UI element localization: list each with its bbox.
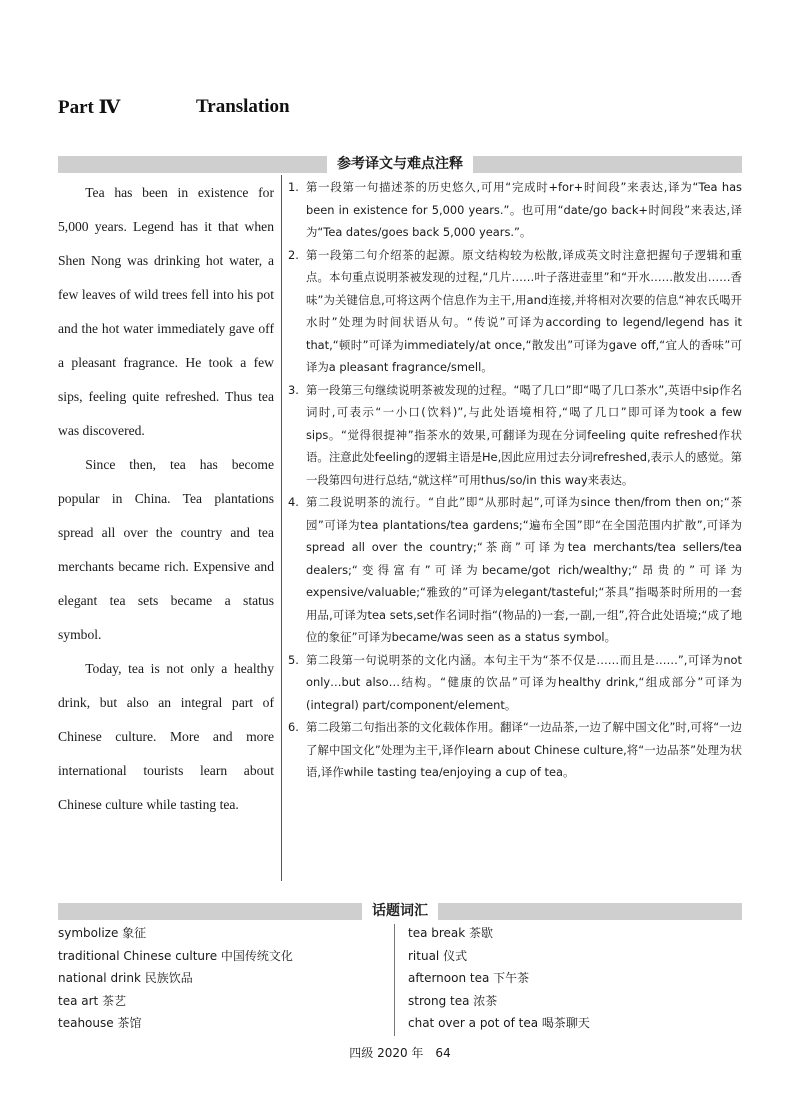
vocab-item: strong tea 浓茶 <box>408 993 498 1008</box>
vocab-list-left <box>58 922 378 1035</box>
page-footer: 四级 2020 年 64 <box>349 1046 451 1060</box>
note-number: 1. <box>288 180 299 194</box>
part-header <box>58 96 290 119</box>
note-number: 4. <box>288 495 299 509</box>
note-item <box>288 649 742 717</box>
note-text: 第二段第一句说明茶的文化内涵。本句主干为“茶不仅是……而且是……”,可译为not only…but also…结构。“健康的饮品”可译为healthy drink,“组成部分”可译为(integral) part/component/element。 <box>306 652 742 712</box>
note-text: 第一段第二句介绍茶的起源。原文结构较为松散,译成英文时注意把握句子逻辑和重点。本句重点说明茶被发现的过程,“几片……叶子落进壶里”和“开水……散发出……香味”为关键信息,可将这两个信息作为主干,用and连接,并将相对次要的信息“神农氏喝开水时”处理为时间状语从句。“传说”可译为according to legend/legend has it that,“顿时”可译为immediately/at once,“散发出”可译为gave off,“宜人的香味”可译为a pleasant fragrance/smell。 <box>306 247 742 374</box>
vocab-item: afternoon tea 下午茶 <box>408 971 530 985</box>
translation-paragraph-1: Tea has been in existence for 5,000 years. Legend has it that when Shen Nong was drinking hot water, a few leaves of wild trees fell into his pot and the hot water immediately gave off a pleasant fragrance. He took a few sips, feeling quite refreshed. Thus tea was discovered. <box>58 185 274 438</box>
note-item <box>288 491 742 649</box>
note-text: 第一段第一句描述茶的历史悠久,可用“完成时+for+时间段”来表达,译为“Tea has been in existence for 5,000 years.”。也可用“date/go back+时间段”来表达,译为“Tea dates/goes back 5,000 years.”。 <box>306 180 742 239</box>
vocab-item: tea break 茶歇 <box>408 926 494 940</box>
vocab-divider <box>394 924 395 1036</box>
note-number: 5. <box>288 652 299 667</box>
vocab-item: chat over a pot of tea 喝茶聊天 <box>408 1016 590 1030</box>
section-bar-topic-vocabulary <box>58 903 742 920</box>
vocab-item: symbolize 象征 <box>58 926 147 940</box>
note-item <box>288 379 742 492</box>
translation-notes-list <box>288 176 742 784</box>
translation-paragraph-3: Today, tea is not only a healthy drink, but also an integral part of Chinese culture. More and more international tourists learn about Chinese culture while tasting tea. <box>58 661 274 812</box>
note-item <box>288 716 742 784</box>
note-text: 第一段第三句继续说明茶被发现的过程。“喝了几口”即“喝了几口茶水”,英语中sip作名词时,可表示“一小口(饮料)”,与此处语境相符,“喝了几口”即可译为took a few sips。“觉得很提神”指茶水的效果,可翻译为现在分词feeling quite refreshed作状语。注意此处feeling的逻辑主语是He,因此应用过去分词refreshed,表示人的感觉。第一段第四句进行总结,“就这样”可用thus/so/in this way来表达。 <box>306 382 742 487</box>
vocab-item: ritual 仪式 <box>408 948 468 963</box>
section-bar-translation-notes <box>58 156 742 173</box>
section-title-topic-vocabulary: 话题词汇 <box>362 901 438 921</box>
note-number: 6. <box>288 720 299 734</box>
vocab-item: traditional Chinese culture 中国传统文化 <box>58 948 293 963</box>
note-item <box>288 176 742 244</box>
part-number: Part Ⅳ <box>58 97 121 118</box>
note-number: 2. <box>288 247 299 262</box>
note-number: 3. <box>288 382 299 397</box>
section-title-translation-notes: 参考译文与难点注释 <box>327 154 473 174</box>
note-item <box>288 244 742 379</box>
note-text: 第二段说明茶的流行。“自此”即“从那时起”,可译为since then/from then on;“茶园”可译为tea plantations/tea gardens;“遍布全国”即“在全国范围内扩散”,可译为spread all over the country;“茶商”可译为tea merchants/tea sellers/tea dealers;“变得富有”可译为became/got rich/wealthy;“昂贵的”可译为expensive/valuable;“雅致的”可译为elegant/tasteful;“茶具”指喝茶时所用的一套用品,可译为tea sets,set作名词时指“(物品的)一套,一副,一组”,符合此处语境;“成了地位的象征”可译为became/was seen as a status symbol。 <box>306 495 742 644</box>
translation-paragraph-2: Since then, tea has become popular in China. Tea plantations spread all over the country and tea merchants became rich. Expensive and elegant tea sets became a status symbol. <box>58 457 274 642</box>
column-divider <box>281 175 282 881</box>
vocab-item: teahouse 茶馆 <box>58 1016 142 1030</box>
reference-translation <box>58 176 274 822</box>
note-text: 第二段第二句指出茶的文化载体作用。翻译“一边品茶,一边了解中国文化”时,可将“一边了解中国文化”处理为主干,译作learn about Chinese culture,将“一边品茶”处理为状语,译作while tasting tea/enjoying a cup of tea。 <box>306 720 742 779</box>
vocab-item: national drink 民族饮品 <box>58 971 193 985</box>
vocab-item: tea art 茶艺 <box>58 993 127 1008</box>
vocab-list-right <box>408 922 742 1035</box>
part-title: Translation <box>196 96 290 117</box>
